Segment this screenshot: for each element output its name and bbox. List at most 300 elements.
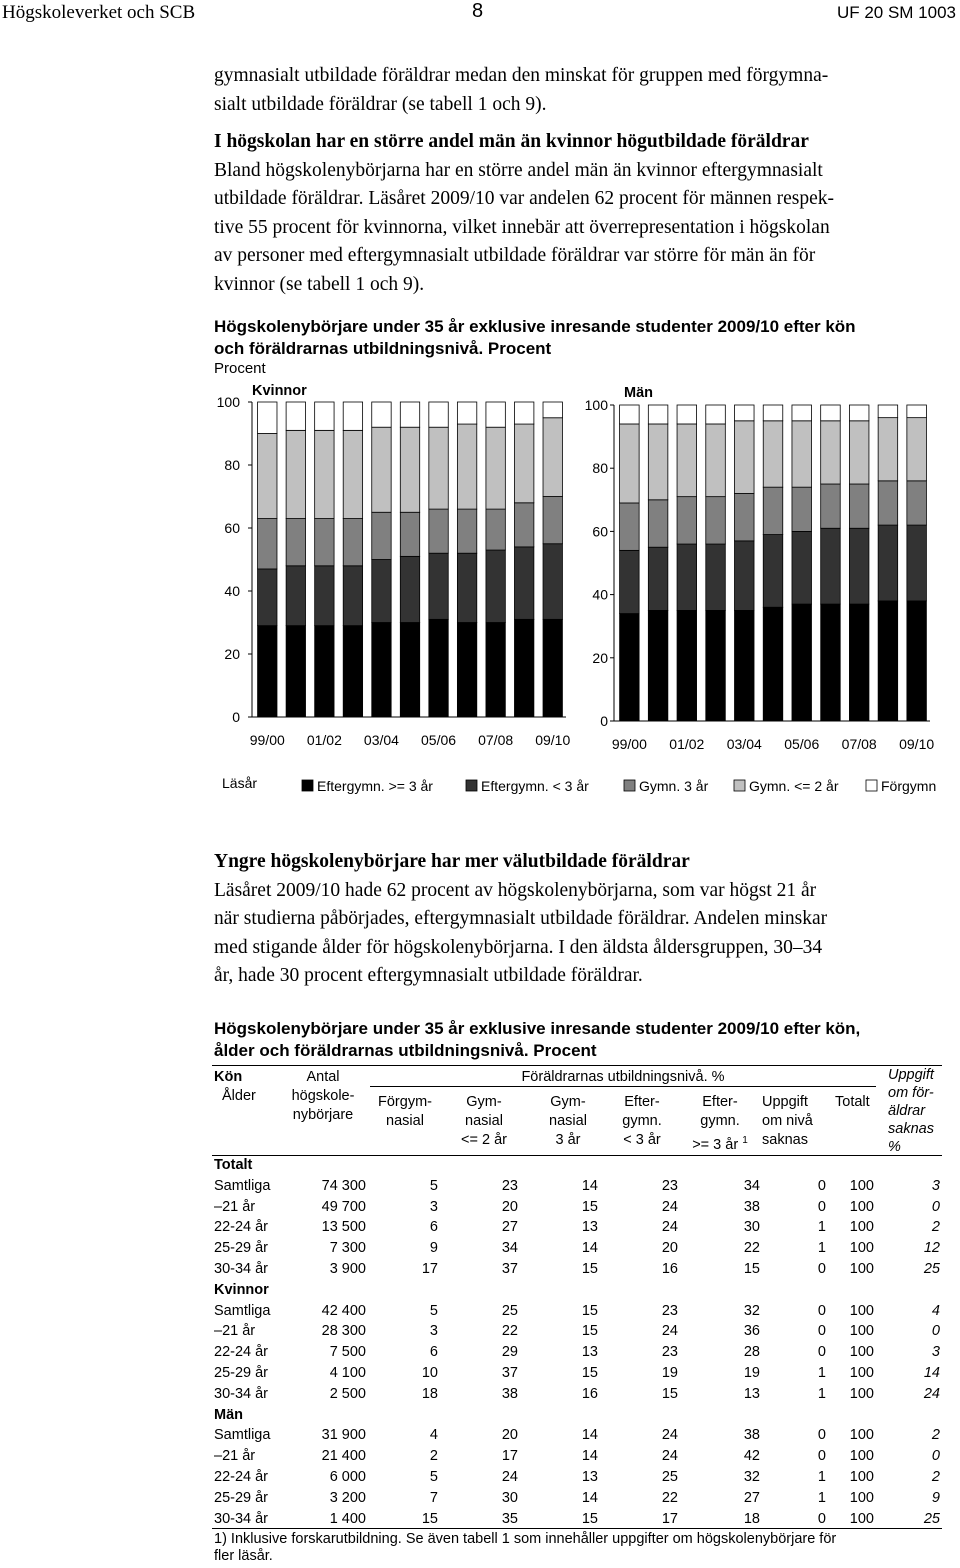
- bar-segment: [907, 601, 927, 721]
- bar-segment: [706, 544, 726, 610]
- bar-segment: [286, 566, 305, 626]
- table-cell: 0: [931, 1323, 940, 1340]
- running-header-right: UF 20 SM 1003: [836, 3, 956, 22]
- table-cell: 0: [817, 1198, 826, 1215]
- row-label: Samtliga: [214, 1427, 271, 1444]
- table-cell: 100: [849, 1260, 874, 1277]
- table-row: [212, 1363, 942, 1384]
- bar-segment: [258, 569, 277, 626]
- head-line: äldrar: [888, 1103, 926, 1119]
- table-head-kon: Kön: [214, 1069, 243, 1085]
- table-cell: 16: [581, 1385, 598, 1402]
- table-cell: 22: [661, 1489, 678, 1506]
- row-label: 30-34 år: [214, 1385, 269, 1402]
- bar-segment: [429, 427, 448, 509]
- table-cell: 16: [661, 1260, 678, 1277]
- bar-segment: [907, 481, 927, 525]
- bar-segment: [514, 503, 533, 547]
- table-cell: 10: [421, 1364, 438, 1381]
- table-cell: 1 400: [329, 1510, 366, 1527]
- table-cell: 15: [421, 1510, 438, 1527]
- footnote-line: fler läsår.: [214, 1548, 273, 1564]
- table-bottom-rule: [212, 1528, 942, 1529]
- bar-segment: [648, 500, 668, 547]
- table-cell: 13 500: [321, 1219, 366, 1236]
- table-head-span: Föräldrarnas utbildningsnivå. %: [521, 1069, 725, 1085]
- table-footnote: [214, 1531, 836, 1565]
- section-heading: I högskolan har en större andel män än kvinnor högutbildade föräldrar: [214, 131, 809, 152]
- table-cell: 5: [429, 1302, 438, 1319]
- bar-segment: [372, 402, 391, 427]
- table-cell: 37: [501, 1260, 518, 1277]
- head-line: Gym-: [550, 1094, 586, 1110]
- bar-segment: [400, 623, 419, 718]
- x-tick-label: 07/08: [841, 736, 877, 752]
- bar-segment: [258, 402, 277, 434]
- table-cell: 13: [581, 1344, 598, 1361]
- bar-segment: [648, 405, 668, 424]
- row-label: –21 år: [214, 1323, 256, 1340]
- table-cell: 35: [501, 1510, 518, 1527]
- table-cell: 5: [429, 1468, 438, 1485]
- head-line: nasial: [549, 1113, 587, 1129]
- bar-segment: [543, 544, 562, 620]
- table-cell: 23: [661, 1177, 678, 1194]
- table-head-efter-lt3: [604, 1093, 680, 1150]
- x-tick-label: 03/04: [363, 732, 399, 748]
- table-row: [212, 1467, 942, 1488]
- bar-segment: [486, 550, 505, 622]
- bar-segment: [706, 497, 726, 544]
- section-heading: Yngre högskolenybörjare har mer välutbildade föräldrar: [214, 851, 690, 872]
- table-cell: 15: [581, 1198, 598, 1215]
- row-label: 22-24 år: [214, 1468, 269, 1485]
- table-top-rule: [212, 1065, 942, 1066]
- table-cell: 14: [581, 1448, 598, 1465]
- bar-segment: [457, 509, 476, 553]
- y-tick-label: 40: [224, 583, 240, 599]
- bar-segment: [735, 541, 755, 611]
- table-head-uppgift: [762, 1093, 832, 1150]
- bar-segment: [514, 402, 533, 424]
- table-cell: 6 000: [329, 1468, 366, 1485]
- y-tick-label: 40: [592, 586, 608, 603]
- table-cell: 29: [501, 1344, 518, 1361]
- table-cell: 14: [923, 1364, 940, 1381]
- table-cell: 27: [501, 1219, 518, 1236]
- bar-segment: [763, 421, 783, 487]
- bar-segment: [907, 418, 927, 481]
- table-cell: 42: [743, 1448, 760, 1465]
- head-line: nybörjare: [292, 1107, 354, 1123]
- table-group-row: [212, 1280, 942, 1301]
- table-cell: 24: [923, 1385, 940, 1402]
- bar-segment: [792, 405, 812, 421]
- section-age-parents: [214, 848, 940, 991]
- head-line: Uppgift: [762, 1094, 808, 1110]
- table-cell: 0: [817, 1323, 826, 1340]
- table-cell: 1: [817, 1489, 826, 1506]
- bar-segment: [315, 402, 334, 430]
- page-number: 8: [472, 0, 484, 22]
- bar-segment: [878, 418, 898, 481]
- table-cell: 17: [501, 1448, 518, 1465]
- row-label: Samtliga: [214, 1302, 271, 1319]
- table-cell: 22: [743, 1240, 760, 1257]
- text-line: med stigande ålder för högskolenybörjarna. I den äldsta åldersgruppen, 30–34: [214, 936, 823, 958]
- head-line: om för-: [888, 1085, 934, 1101]
- bar-segment: [849, 604, 869, 721]
- bar-segment: [400, 402, 419, 427]
- table-cell: 0: [817, 1344, 826, 1361]
- bar-segment: [792, 604, 812, 721]
- panel-title: Kvinnor: [252, 383, 307, 399]
- table-cell: 25: [923, 1510, 940, 1527]
- y-tick-label: 20: [224, 646, 240, 662]
- table-cell: 7 500: [329, 1344, 366, 1361]
- table-cell: 100: [849, 1302, 874, 1319]
- bar-segment: [429, 509, 448, 553]
- table-cell: 14: [581, 1489, 598, 1506]
- bar-segment: [706, 610, 726, 721]
- table-row: [212, 1238, 942, 1259]
- table-cell: 0: [817, 1177, 826, 1194]
- table-row: [212, 1384, 942, 1405]
- legend-swatch: [866, 780, 877, 791]
- bar-segment: [763, 607, 783, 721]
- x-tick-label: 09/10: [535, 732, 571, 748]
- y-tick-label: 80: [592, 460, 608, 477]
- bar-segment: [372, 623, 391, 718]
- table-cell: 18: [743, 1510, 760, 1527]
- bar-segment: [620, 405, 640, 424]
- head-line: gymn.: [700, 1113, 740, 1129]
- bar-segment: [620, 614, 640, 721]
- bar-segment: [763, 487, 783, 534]
- table-row: [212, 1509, 942, 1530]
- table-row: [212, 1342, 942, 1363]
- y-tick-label: 0: [600, 713, 608, 729]
- bar-segment: [792, 487, 812, 531]
- bar-segment: [648, 547, 668, 610]
- table-cell: 14: [581, 1177, 598, 1194]
- text-line: år, hade 30 procent eftergymnasialt utbildade föräldrar.: [214, 965, 643, 986]
- text-line: gymnasialt utbildade föräldrar medan den minskat för gruppen med förgymna-: [214, 65, 829, 86]
- legend-swatch: [734, 780, 745, 791]
- text-line: när studierna påbörjades, eftergymnasialt utbildade föräldrar. Andelen minskar: [214, 908, 828, 929]
- table-cell: 12: [923, 1240, 940, 1257]
- bar-segment: [286, 519, 305, 566]
- table-cell: 1: [817, 1240, 826, 1257]
- table-cell: 32: [743, 1468, 760, 1485]
- text-line: Läsåret 2009/10 hade 62 procent av högskolenybörjarna, som var högst 21 år: [214, 879, 817, 901]
- table-row: [212, 1425, 942, 1446]
- bar-segment: [648, 610, 668, 721]
- table-cell: 0: [817, 1260, 826, 1277]
- legend-swatch: [466, 780, 477, 791]
- table-cell: 15: [743, 1260, 760, 1277]
- data-table: [212, 1155, 942, 1529]
- x-axis-label: Läsår: [222, 775, 258, 791]
- table-cell: 1: [817, 1468, 826, 1485]
- table-cell: 0: [817, 1302, 826, 1319]
- table-cell: 100: [849, 1385, 874, 1402]
- bar-segment: [677, 610, 697, 721]
- row-label: 22-24 år: [214, 1344, 269, 1361]
- panel-title: Män: [624, 385, 653, 401]
- y-tick-label: 20: [592, 649, 608, 666]
- bar-segment: [735, 405, 755, 421]
- table-cell: 2 500: [329, 1385, 366, 1402]
- table-cell: 25: [501, 1302, 518, 1319]
- head-line: Gym-: [466, 1094, 502, 1110]
- head-line: < 3 år: [623, 1132, 661, 1148]
- bar-segment: [514, 547, 533, 619]
- bar-segment: [286, 626, 305, 717]
- bar-segment: [849, 484, 869, 528]
- bar-segment: [735, 421, 755, 494]
- head-line: Efter-: [624, 1094, 660, 1110]
- bar-segment: [792, 531, 812, 604]
- table-cell: 21 400: [321, 1448, 366, 1465]
- y-tick-label: 80: [224, 457, 240, 473]
- x-tick-label: 01/02: [306, 732, 342, 748]
- head-line: om nivå: [762, 1113, 813, 1129]
- running-header-left: Högskoleverket och SCB: [2, 2, 196, 23]
- head-line: Efter-: [702, 1094, 738, 1110]
- table-cell: 15: [581, 1260, 598, 1277]
- table-cell: 13: [581, 1219, 598, 1236]
- table-cell: 9: [429, 1240, 438, 1257]
- table-cell: 20: [661, 1240, 678, 1257]
- text-line: av personer med eftergymnasialt utbildade föräldrar var större för män än för: [214, 245, 816, 266]
- bar-segment: [486, 509, 505, 550]
- legend-swatch: [302, 780, 313, 791]
- row-label: 25-29 år: [214, 1489, 269, 1506]
- table-cell: 14: [581, 1427, 598, 1444]
- table-cell: 17: [421, 1260, 438, 1277]
- legend-label: Förgymn: [881, 778, 937, 794]
- table-cell: 7 300: [329, 1240, 366, 1257]
- table-cell: 100: [849, 1240, 874, 1257]
- table-cell: 24: [661, 1448, 678, 1465]
- table-head-gymn3: [530, 1093, 606, 1150]
- row-label: Samtliga: [214, 1177, 271, 1194]
- row-label: 25-29 år: [214, 1240, 269, 1257]
- x-tick-label: 09/10: [899, 736, 935, 752]
- table-cell: 13: [581, 1468, 598, 1485]
- bar-segment: [849, 528, 869, 604]
- table-cell: 100: [849, 1427, 874, 1444]
- table-cell: 100: [849, 1489, 874, 1506]
- table-cell: 24: [501, 1468, 518, 1485]
- table-cell: 24: [661, 1198, 678, 1215]
- table-row: [212, 1488, 942, 1509]
- table-cell: 3: [429, 1323, 438, 1340]
- table-cell: 100: [849, 1344, 874, 1361]
- table-cell: 6: [429, 1219, 438, 1236]
- y-tick-label: 60: [592, 523, 608, 540]
- bar-segment: [343, 430, 362, 518]
- bar-segment: [343, 566, 362, 626]
- bar-segment: [792, 421, 812, 487]
- table-cell: 13: [743, 1385, 760, 1402]
- table-cell: 20: [501, 1198, 518, 1215]
- table-cell: 0: [931, 1198, 940, 1215]
- bar-segment: [486, 623, 505, 718]
- bar-segment: [821, 484, 841, 528]
- bar-segment: [849, 421, 869, 484]
- bar-segment: [315, 519, 334, 566]
- row-label: 30-34 år: [214, 1510, 269, 1527]
- head-line: %: [888, 1139, 901, 1155]
- table-cell: 0: [817, 1427, 826, 1444]
- bar-segment: [677, 405, 697, 424]
- bar-segment: [620, 424, 640, 503]
- head-line: nasial: [386, 1113, 424, 1129]
- y-tick-label: 0: [232, 709, 240, 725]
- bar-segment: [706, 424, 726, 497]
- figure-y-unit: Procent: [214, 360, 266, 377]
- table-cell: 3 900: [329, 1260, 366, 1277]
- table-cell: 3: [931, 1344, 940, 1361]
- table-cell: 1: [817, 1385, 826, 1402]
- table-cell: 0: [931, 1448, 940, 1465]
- table-cell: 3: [931, 1177, 940, 1194]
- table-cell: 4: [429, 1427, 438, 1444]
- bar-segment: [735, 493, 755, 540]
- table-cell: 23: [501, 1177, 518, 1194]
- bar-segment: [457, 553, 476, 622]
- head-line: [680, 1131, 760, 1155]
- table-cell: 1: [817, 1364, 826, 1381]
- table-cell: 34: [743, 1177, 760, 1194]
- table-row: [212, 1217, 942, 1238]
- head-line: Antal: [306, 1069, 340, 1085]
- bar-segment: [735, 610, 755, 721]
- y-tick-label: 60: [224, 520, 240, 536]
- bar-segment: [258, 434, 277, 519]
- bar-segment: [849, 405, 869, 421]
- table-cell: 100: [849, 1448, 874, 1465]
- table-head-gymn2: [446, 1093, 522, 1150]
- bar-segment: [343, 402, 362, 430]
- table-cell: 0: [817, 1510, 826, 1527]
- bar-segment: [878, 525, 898, 601]
- table-group-row: [212, 1155, 942, 1176]
- table-cell: 37: [501, 1364, 518, 1381]
- bar-segment: [429, 402, 448, 427]
- table-cell: 20: [501, 1427, 518, 1444]
- text-line: sialt utbildade föräldrar (se tabell 1 och 9).: [214, 93, 547, 115]
- table-head-forgymn: [370, 1093, 440, 1131]
- table-cell: 2: [931, 1219, 940, 1236]
- table-cell: 6: [429, 1344, 438, 1361]
- head-line: gymn.: [622, 1113, 662, 1129]
- text-line: utbildade föräldrar. Läsåret 2009/10 var andelen 62 procent för männen respek-: [214, 188, 834, 209]
- table-row: [212, 1259, 942, 1280]
- row-label: –21 år: [214, 1198, 256, 1215]
- table-cell: 36: [743, 1323, 760, 1340]
- table-cell: 100: [849, 1323, 874, 1340]
- table-cell: 19: [661, 1364, 678, 1381]
- table-cell: 2: [931, 1468, 940, 1485]
- bar-segment: [457, 424, 476, 509]
- bar-segment: [677, 424, 697, 497]
- head-line: högskole-: [291, 1088, 355, 1104]
- bar-segment: [821, 421, 841, 484]
- x-tick-label: 01/02: [669, 736, 705, 752]
- legend-label: Eftergymn. >= 3 år: [317, 778, 433, 794]
- text-line: Bland högskolenybörjarna har en större andel män än kvinnor eftergymnasialt: [214, 159, 823, 181]
- bar-segment: [907, 405, 927, 418]
- table-cell: 100: [849, 1364, 874, 1381]
- table-cell: 100: [849, 1219, 874, 1236]
- table-cell: 4: [931, 1302, 940, 1319]
- bar-segment: [372, 560, 391, 623]
- bar-segment: [763, 535, 783, 608]
- bar-segment: [543, 619, 562, 717]
- footnote-marker: 1: [742, 1135, 748, 1146]
- bar-segment: [400, 556, 419, 622]
- table-cell: 31 900: [321, 1427, 366, 1444]
- table-cell: 24: [661, 1219, 678, 1236]
- bar-segment: [400, 427, 419, 512]
- table-cell: 3: [429, 1198, 438, 1215]
- table-cell: 7: [429, 1489, 438, 1506]
- bar-segment: [821, 528, 841, 604]
- table-cell: 100: [849, 1177, 874, 1194]
- table-cell: 100: [849, 1468, 874, 1485]
- row-label: 22-24 år: [214, 1219, 269, 1236]
- figure-title-line: Högskolenybörjare under 35 år exklusive inresande studenter 2009/10 efter kön: [214, 317, 856, 336]
- table-cell: 28 300: [321, 1323, 366, 1340]
- table-cell: 28: [743, 1344, 760, 1361]
- legend-label: Eftergymn. < 3 år: [481, 778, 589, 794]
- table-cell: 30: [743, 1219, 760, 1236]
- bar-segment: [821, 405, 841, 421]
- head-line: nasial: [465, 1113, 503, 1129]
- y-tick-label: 100: [584, 397, 608, 413]
- x-tick-label: 99/00: [611, 736, 647, 752]
- table-cell: 9: [931, 1489, 940, 1506]
- bar-segment: [400, 512, 419, 556]
- bar-segment: [286, 430, 305, 518]
- table-row: [212, 1176, 942, 1197]
- row-label: 25-29 år: [214, 1364, 269, 1381]
- bar-segment: [543, 402, 562, 418]
- bar-segment: [514, 424, 533, 503]
- bar-segment: [677, 497, 697, 544]
- group-label: Totalt: [214, 1157, 253, 1173]
- table-cell: 1: [817, 1219, 826, 1236]
- bar-segment: [457, 402, 476, 424]
- table-cell: 24: [661, 1427, 678, 1444]
- table-row: [212, 1446, 942, 1467]
- bar-segment: [514, 619, 533, 717]
- table-cell: 3 200: [329, 1489, 366, 1506]
- table-cell: 18: [421, 1385, 438, 1402]
- table-cell: 4 100: [329, 1364, 366, 1381]
- table-head-totalt: Totalt: [835, 1094, 870, 1110]
- bar-segment: [620, 550, 640, 613]
- x-tick-label: 07/08: [478, 732, 514, 748]
- bar-segment: [878, 405, 898, 418]
- bar-segment: [907, 525, 927, 601]
- bar-segment: [878, 601, 898, 721]
- table-group-row: [212, 1405, 942, 1426]
- table-cell: 22: [501, 1323, 518, 1340]
